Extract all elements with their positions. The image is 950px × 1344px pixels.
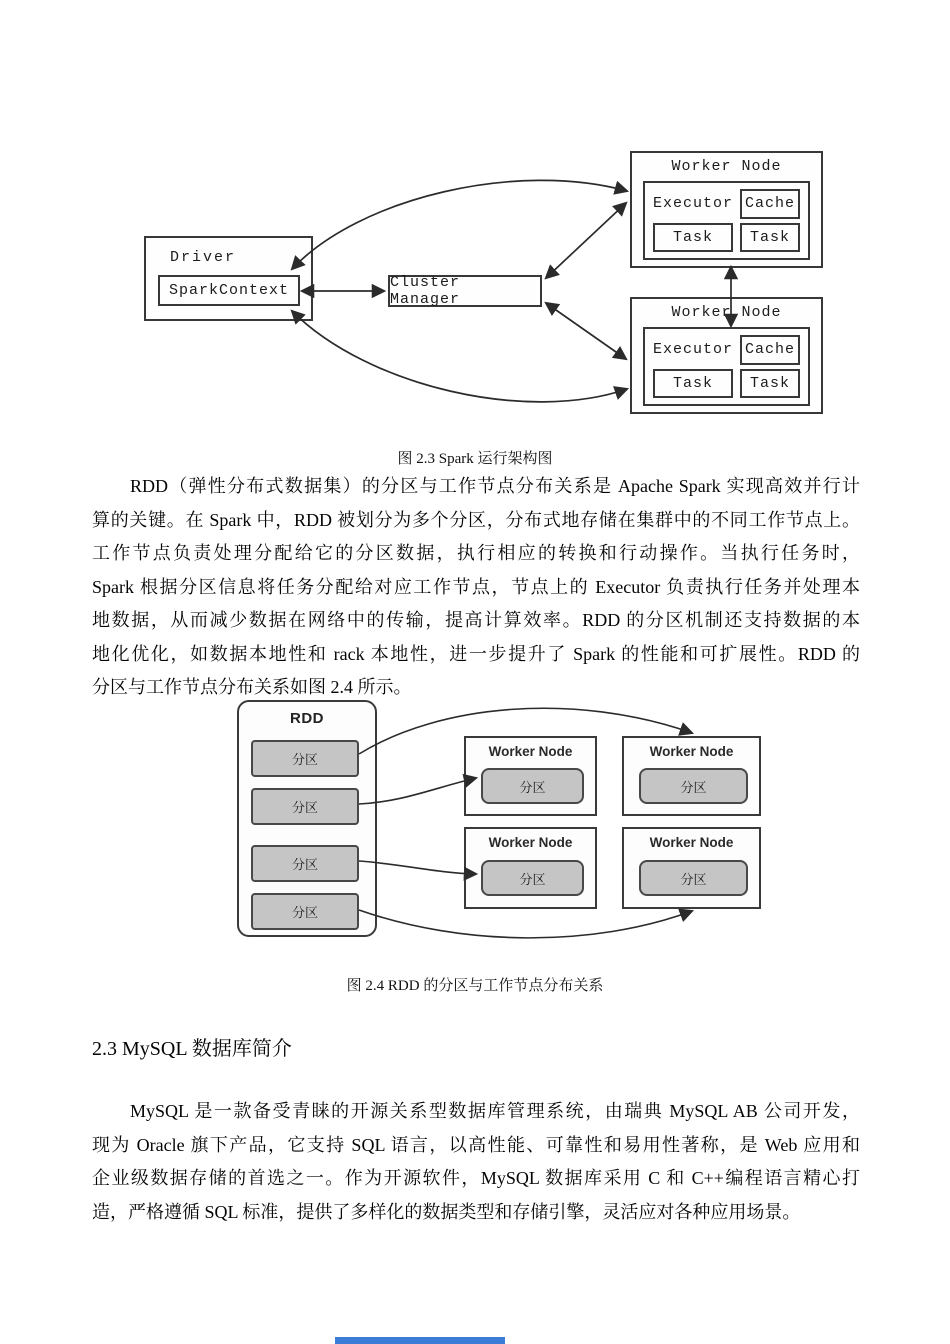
- paragraph-line: Spark 根据分区信息将任务分配给对应工作节点，节点上的 Executor 负责执行任务并处理本: [92, 576, 860, 597]
- driver-label: Driver: [170, 249, 237, 266]
- worker-node-bottom-right: [622, 827, 761, 909]
- paragraph-line: 现为 Oracle 旗下产品，它支持 SQL 语言，以高性能、可靠性和易用性著称，是 Web 应用和: [92, 1134, 860, 1155]
- executor-label: Executor: [653, 341, 734, 359]
- rdd-partition-4: 分区: [251, 893, 359, 930]
- worker-node-1-inner-box: [643, 181, 810, 260]
- bottom-blue-bar: [335, 1337, 505, 1344]
- worker-node-title: Worker Node: [488, 744, 573, 759]
- paragraph-line: 造，严格遵循 SQL 标准，提供了多样化的数据类型和存储引擎，灵活应对各种应用场景。: [92, 1201, 801, 1222]
- worker-node-1-box: [630, 151, 823, 268]
- task-box: Task: [740, 223, 800, 253]
- worker-partition: 分区: [481, 860, 584, 896]
- worker-node-2-title: Worker Node: [671, 304, 782, 321]
- paragraph-line: 分区与工作节点分布关系如图 2.4 所示。: [92, 677, 412, 697]
- rdd-partition-1: 分区: [251, 740, 359, 777]
- driver-box: [144, 236, 313, 321]
- sparkcontext-box: [158, 275, 300, 306]
- worker-node-top-right: [622, 736, 761, 816]
- worker-node-2-box: [630, 297, 823, 414]
- figure-2-4-caption: 图 2.4 RDD 的分区与工作节点分布关系: [346, 978, 604, 994]
- task-box: Task: [653, 223, 733, 253]
- rdd-partition-2: 分区: [251, 788, 359, 825]
- worker-node-1-title: Worker Node: [671, 158, 782, 175]
- worker-node-title: Worker Node: [488, 835, 573, 850]
- worker-node-bottom-left: [464, 827, 597, 909]
- mysql-paragraph: [92, 1095, 860, 1229]
- task-box: Task: [653, 369, 733, 399]
- worker-node-title: Worker Node: [649, 835, 734, 850]
- section-heading-mysql: 2.3 MySQL 数据库简介: [92, 1038, 292, 1060]
- worker-node-title: Worker Node: [649, 744, 734, 759]
- paragraph-line: RDD（弹性分布式数据集）的分区与工作节点分布关系是 Apache Spark 实现高效并行计: [130, 476, 860, 496]
- paragraph-line: 企业级数据存储的首选之一。作为开源软件，MySQL 数据库采用 C 和 C++编程语言精心打: [92, 1168, 860, 1188]
- figure-spark-architecture: [140, 145, 830, 430]
- worker-partition: 分区: [481, 768, 584, 804]
- task-box: Task: [740, 369, 800, 399]
- worker-node-top-left: [464, 736, 597, 816]
- figure-rdd-partitions: [230, 690, 775, 952]
- paragraph-line: 工作节点负责处理分配给它的分区数据，执行相应的转换和行动操作。当执行任务时，: [92, 543, 860, 563]
- rdd-paragraph: [92, 470, 860, 705]
- cluster-manager-box: [388, 275, 542, 307]
- paragraph-line: 地化优化，如数据本地性和 rack 本地性，进一步提升了 Spark 的性能和可扩展性。RDD 的: [92, 643, 860, 664]
- paragraph-line: MySQL 是一款备受青睐的开源关系型数据库管理系统，由瑞典 MySQL AB 公司开发，: [130, 1101, 860, 1121]
- rdd-label: RDD: [290, 710, 324, 727]
- paragraph-line: 算的关键。在 Spark 中，RDD 被划分为多个分区，分布式地存储在集群中的不同工作节点上。: [92, 509, 860, 530]
- paragraph-line: 地数据，从而减少数据在网络中的传输，提高计算效率。RDD 的分区机制还支持数据的本: [92, 610, 860, 630]
- cache-box: Cache: [740, 335, 800, 365]
- executor-label: Executor: [653, 195, 734, 213]
- figure-2-3-caption: 图 2.3 Spark 运行架构图: [397, 451, 553, 467]
- rdd-partition-3: 分区: [251, 845, 359, 882]
- worker-node-2-inner-box: [643, 327, 810, 406]
- cluster-manager-label: Cluster Manager: [390, 274, 461, 308]
- worker-partition: 分区: [639, 768, 748, 804]
- cache-box: Cache: [740, 189, 800, 219]
- worker-partition: 分区: [639, 860, 748, 896]
- sparkcontext-label: SparkContext: [168, 282, 290, 299]
